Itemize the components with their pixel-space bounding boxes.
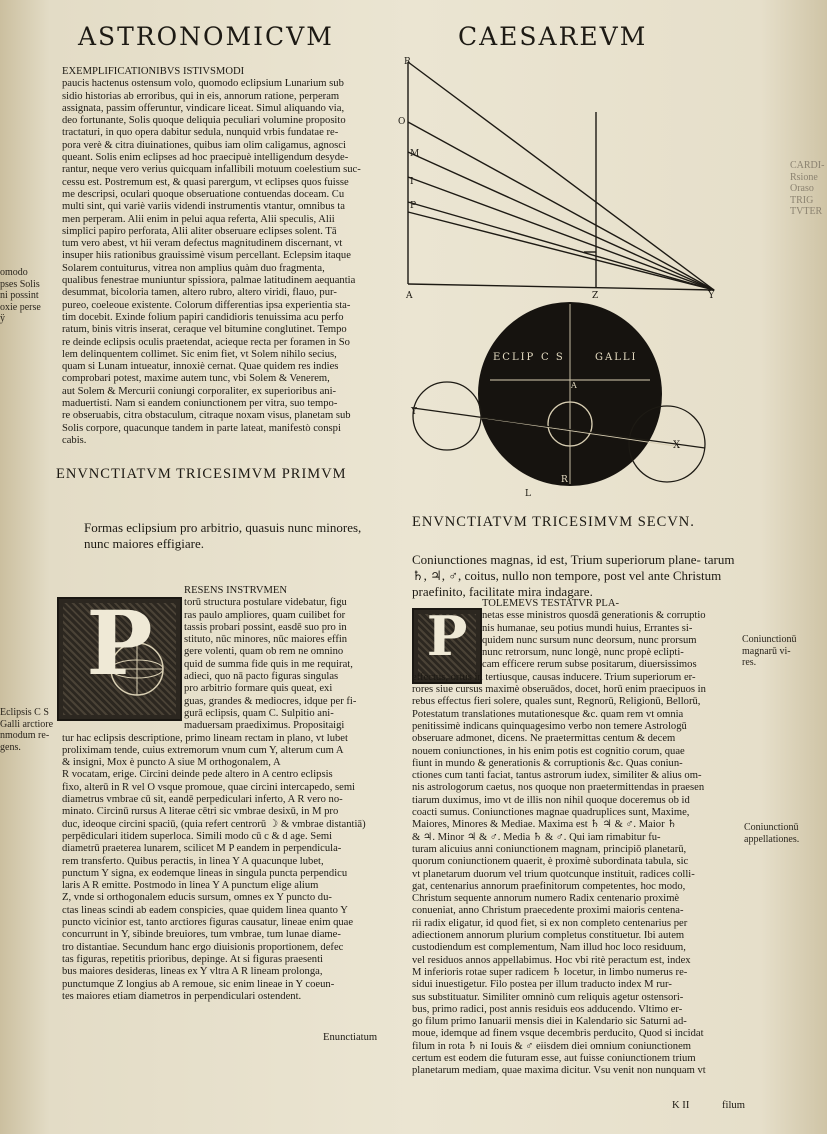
- text-line: nmodum re-: [0, 730, 50, 741]
- text-line: quid de summa fide quis in me requirat,: [184, 658, 353, 670]
- text-line: TOLEMEVS TESTATVR PLA-: [482, 598, 620, 609]
- text-line: & insigni, Mox è puncto A siue M orthogonalem, A: [62, 757, 281, 769]
- text-line: cessu est. Postremum est, & quasi parergum, vt eclipses quos fuisse: [62, 176, 349, 188]
- text-line: RESENS INSTRVMEN: [184, 585, 288, 596]
- text-line: duc, ideoque circini spaciū, (quia refert centrorū ☽ & vmbrae distantiā): [62, 818, 366, 830]
- label-o: O: [398, 117, 406, 127]
- text-line: queant. Solis enim eclipses ad hoc praecipuè intelligendum desyde-: [62, 152, 349, 164]
- label-r: R: [404, 57, 411, 67]
- text-line: ctas lineas scindi ab eadem conspicies, quae quidem linea quanto Y: [62, 904, 348, 916]
- text-line: adieci, quo nā pacto figuras singulas: [184, 671, 339, 683]
- text-line: assignata, passim offeruntur, vindicare liceat. Simul aliquando via,: [62, 102, 345, 114]
- text-line: quorum coniunctionem quaerit, è proximè subordinata tabula, sic: [412, 856, 689, 868]
- text-line: multi sint, qui variè variis videndi instrumentis vtantur, omnibus ta: [62, 201, 345, 213]
- text-line: desummat, bicoloria tamen, altero rubro, altero viridi, flauo, pur-: [62, 287, 337, 299]
- text-line: custodiendum est complementum, Nam illud hoc loco residuum,: [412, 942, 686, 954]
- left-running-title: ASTRONOMICVM: [78, 22, 334, 51]
- label-r-disc: R: [561, 475, 568, 485]
- text-line: Oraso: [790, 183, 814, 194]
- text-line: puncto vicinior est, tanto arctiores figuras causatur, lineae enim quae: [62, 917, 354, 929]
- text-line: ni possint: [0, 290, 39, 301]
- text-line: Eclipsis C S: [0, 707, 49, 718]
- text-line: sidui inuestigetur. Filo postea per illum traducto index M rur-: [412, 979, 672, 991]
- text-line: res.: [742, 657, 757, 668]
- text-line: maduersam praediximus. Propositaigi: [184, 720, 345, 732]
- right-margin-note-1: [742, 634, 822, 669]
- text-line: Christum sequente annorum numero Radix centenario proximè: [412, 893, 680, 905]
- eclipse-construction-diagram: [400, 52, 730, 302]
- right-margin-note-2: [744, 822, 826, 845]
- text-line: tim docebit. Exinde folium papiri candidioris tenuissima acu perfo: [62, 311, 344, 323]
- text-line: diametrus vmbrae cū sit, eandē perpediculari inferto, A R vero no-: [62, 794, 343, 806]
- text-line: tur hac eclipsis descriptione, primo lineam rectam in plano, vt lubet: [62, 732, 348, 744]
- text-line: netas esse ministros quosdā generationis & corruptio: [482, 610, 706, 622]
- initial-letter-right: P: [426, 604, 468, 668]
- right-catchword: filum: [722, 1100, 745, 1111]
- text-line: me descripsi, oculari quoque obseruatione contuendas doceam. Cu: [62, 188, 345, 200]
- text-line: gat, centenarius annorum praefinitorum competentes, hoc modo,: [412, 880, 686, 892]
- text-line: quidem nunc sursum nunc deorsum, nunc prorsum: [482, 634, 697, 646]
- text-line: coacti sumus. Coniunctiones magnae quadruplices sunt, Maxime,: [412, 807, 690, 819]
- text-line: TRIG: [790, 194, 814, 206]
- text-line: simplici papiro perforata, Alii aliter obseruare eclipses solent. Tā: [62, 225, 337, 237]
- text-line: perpēdiculari itidem superloca. Simili modo cū c & d age. Semi: [62, 830, 333, 842]
- text-line: go filum primo Ianuarii mensis diei in Kalendario sic Saturni ad-: [412, 1016, 687, 1028]
- text-line: diametrū praeterea lunarem, scilicet M P eandem in perpendicula-: [62, 843, 342, 855]
- text-line: appellationes.: [744, 833, 800, 845]
- text-line: nis astrologorum caetus, nos quoque non praetermittendas in praesen: [412, 782, 705, 794]
- text-line: nunc retrorsum, nunc longè, nunc propè eclipti-: [482, 647, 684, 659]
- text-line: TVTER: [790, 206, 823, 217]
- text-line: adiectionem annorum plurium completus constituetur. Ibi autem: [412, 930, 685, 942]
- disc-label-mid: C S: [541, 352, 565, 363]
- text-line: Coniunctionū: [744, 822, 799, 833]
- text-line: EXEMPLIFICATIONIBVS ISTIVSMODI: [62, 66, 245, 77]
- text-line: deo fortunante, Solis quoque deliquia peculiari volumine proposito: [62, 115, 346, 127]
- text-line: lem delinquentem collimet. Sic enim fiet, vt Solem nihilo secius,: [62, 348, 337, 360]
- lead-enunciatum-31: Formas eclipsium pro arbitrio, quasuis nunc minores, nunc maiores effigiare.: [84, 520, 362, 551]
- text-line: guas, grandes & mediocres, idque per fi-: [184, 695, 357, 707]
- text-line: ratum, binis vitris inserat, ceraque vel bitumine conglutinet. Tempo: [62, 324, 347, 336]
- text-line: minato. Circinū rursus A literae cētri sic vmbrae desixū, in M pro: [62, 806, 339, 818]
- text-line: cam efficere rerum subse positarum, diuersissimos: [482, 659, 697, 671]
- text-line: concurrunt in Y, sibinde breuiores, tum vmbrae, tum lunae diame-: [62, 929, 341, 941]
- text-line: tro distantiae. Secundum hanc ergo diuisionis proportionem, defec: [62, 941, 344, 953]
- right-column-body: [412, 598, 740, 1078]
- text-line: filum in rota ♄ ni Iouis & ♂ eiisdem diei omnium coniunctionem: [412, 1040, 692, 1052]
- lead-enunciatum-32: Coniunctiones magnas, id est, Trium superiorum plane- tarum ♄, ♃, ♂, coitus, nullo non tempore, post vel ante Christum praefinito, facilitate mira indagare.: [412, 552, 735, 599]
- text-line: turam alicuius anni coniunctionem magnam, principiō planetarū,: [412, 843, 687, 855]
- left-column-body: [62, 585, 392, 1003]
- text-line: oxie perse: [0, 301, 41, 313]
- right-running-title: CAESAREVM: [458, 22, 648, 51]
- text-line: certum est eodem die futuram esse, aut fuisse coniunctionem trium: [412, 1052, 696, 1064]
- heading-enunciatum-31: ENVNCTIATVM TRICESIMVM PRIMVM: [56, 466, 347, 482]
- text-line: planetarum mediam, quae maxima dicitur. Vsu venit non nunquam vt: [412, 1065, 706, 1077]
- text-line: ras paulo ampliores, quam cuilibet for: [184, 609, 346, 621]
- text-line: ÿ: [0, 313, 5, 324]
- text-line: penitissimè indicans quinquagesimo verbo non temere Astrologū: [412, 720, 687, 732]
- text-line: gurā eclipsis, quam C. Sulpitio ani-: [184, 707, 334, 719]
- text-line: proliximam tende, cuius extremorum vnum cum Y, alterum cum A: [62, 744, 344, 756]
- text-line: obseruare admonet, dicens. Ne praetermittas centum & decem: [412, 733, 676, 745]
- text-line: punctum Y signa, ex eodemque lineas in singula puncta perpendicu: [62, 867, 348, 879]
- label-a: A: [406, 291, 413, 301]
- left-margin-note-mid: [0, 707, 56, 753]
- text-line: pureo, coeleoue existente. Colorum differentias ipsa experientia sta-: [62, 299, 351, 311]
- edge-fragments: [790, 160, 826, 218]
- text-line: nis humanae, seu potius mundi huius, Errantes si-: [482, 622, 693, 634]
- label-l: L: [525, 489, 531, 499]
- text-line: rantur, neque vero verius quicquam infallibili motuum coelestium suc-: [62, 164, 361, 176]
- text-line: re obseruabis, citra obstaculum, citraque noxam visus, planetam sub: [62, 410, 351, 422]
- text-line: Solarem contuiturus, vitrea non amplius quàm duo fragmenta,: [62, 262, 325, 274]
- text-line: Z, vnde si orthogonalem educis sursum, omnes ex Y puncto du-: [62, 892, 332, 904]
- text-line: tum vero abest, vt hii veram defectus magnitudinem discernant, vt: [62, 238, 343, 250]
- text-line: R vocatam, erige. Circini deinde pede altero in A centro eclipsis: [62, 769, 333, 781]
- text-line: rores siue cursus maximè obseruādos, docet, horū enim praecipuos in: [412, 684, 706, 696]
- label-m: M: [410, 149, 420, 159]
- text-line: conueniat, anno Christum praecedente proximi maioris centena-: [412, 905, 684, 917]
- text-line: omodo: [0, 267, 28, 278]
- text-line: stituto, nūc minores, nūc maiores effin: [184, 634, 348, 646]
- text-line: M inferioris rotae super radicem ♄ locetur, in limbo numerus re-: [412, 966, 688, 978]
- text-line: & ♃. Minor ♃ & ♂. Media ♄ & ♂. Qui iam rimabitur fu-: [412, 831, 661, 843]
- text-line: Galli arctiore: [0, 718, 54, 730]
- text-line: rem transferto. Quibus peractis, in linea Y A quacunque lubet,: [62, 855, 324, 867]
- text-line: tassis probari possint, easdē suo pro in: [184, 621, 347, 633]
- text-line: maduertisti. Nam si eandem coniunctionem per vitra, suo tempo-: [62, 398, 338, 410]
- text-line: men perperam. Alii enim in pelui aqua referta, Alii speculis, Alii: [62, 213, 335, 225]
- label-x: X: [673, 440, 681, 451]
- text-line: paucis hactenus ostensum volo, quomodo eclipsium Lunarium sub: [62, 78, 344, 90]
- disc-label-left: ECLIP: [493, 352, 536, 363]
- text-line: Coniunctionū: [742, 634, 797, 645]
- signature-mark: K II: [672, 1100, 690, 1111]
- initial-letter: P: [86, 591, 153, 695]
- text-line: vel residuos annos appellabimus. Hoc vbi ritè peractum est, index: [412, 954, 691, 966]
- disc-label-right: GALLI: [595, 352, 638, 363]
- text-line: rebus effectus fieri solere, quales sunt, Regnorū, Religionū, Bellorū,: [412, 696, 701, 708]
- text-line: Solis corpore, quacunque tandem in parte lateat, manifestò conspi: [62, 422, 341, 434]
- text-line: re deinde eclipsis oculis praetendat, acieque recta per foramen in So: [62, 336, 350, 348]
- text-line: cabis.: [62, 434, 87, 446]
- label-p: P: [410, 201, 417, 211]
- text-line: insuper hiis rationibus grauissimè visum percellant. Eclepsim itaque: [62, 250, 351, 262]
- text-line: bus, primo radici, post annis residuis eos adducendo. Vltimo er-: [412, 1003, 683, 1015]
- eclipse-disc-diagram: [405, 296, 715, 500]
- text-line: tractaturi, in quo opera dabitur sedula, nunquid vrbis fundatae re-: [62, 127, 339, 139]
- text-line: rii radix eligatur, id quod fiet, si ex non completo centenarius per: [412, 917, 688, 929]
- label-a-disc: A: [571, 381, 577, 390]
- text-line: CARDI-: [790, 160, 825, 171]
- text-line: tas figuras, repetitis prioribus, depinge. At si figuras praesenti: [62, 953, 323, 965]
- text-line: tes maiores etiam diametros in perpendiculari ostendent.: [62, 990, 302, 1002]
- left-margin-note-top: [0, 267, 56, 325]
- text-line: bus maiores desideras, lineas ex Y vltra A R lineam prolonga,: [62, 966, 323, 978]
- text-line: pses Solis: [0, 278, 40, 290]
- text-line: fixo, alterū in R vel O vsque promoue, quae circini intercapedo, semi: [62, 781, 356, 793]
- text-line: pora verè & citra diuinationes, quibus iam olim caligamus, agnosci: [62, 139, 346, 151]
- text-line: magnarū vi-: [742, 645, 791, 657]
- text-line: sidio historias ab erroribus, qui in eis, annorum ratione, perperam: [62, 90, 340, 102]
- text-line: quam si Lunam intueatur, innoxiè cernat. Quae quidem res indies: [62, 361, 339, 373]
- text-line: vt planetarum duorum vel trium quotcunque instituit, radices colli-: [412, 868, 695, 880]
- text-line: tiarum duximus, imo vt de illis non nihil quoque doceremus ob id: [412, 794, 690, 806]
- label-i: I: [410, 177, 414, 187]
- label-z: Z: [592, 291, 599, 301]
- text-line: gens.: [0, 741, 21, 753]
- text-line: laris A R emitte. Postmodo in linea Y A punctum elige alium: [62, 880, 319, 892]
- text-line: moue, idemque ad finem vsque decembris perducito, Quod si incidat: [412, 1028, 704, 1040]
- text-line: comprobari potest, maxime autem tunc, vbi Solem & Venerem,: [62, 373, 330, 385]
- text-line: Rsione: [790, 171, 818, 183]
- text-line: qualibus fenestrae muniuntur spissiora, palmae latitudinem aequantia: [62, 275, 356, 287]
- text-line: punctumque Z longius ab A remoue, sic enim lineae in Y coeun-: [62, 978, 335, 990]
- text-line: nouem coniunctiones, in his enim potis est cognitio corum, quae: [412, 745, 685, 757]
- heading-enunciatum-32: ENVNCTIATVM TRICESIMVM SECVN.: [412, 514, 695, 530]
- text-line: fiunt in mundo & generationis & corruptionis &c. Quas coniun-: [412, 757, 683, 769]
- text-line: effectus, ortus in tertiusque, causas inducere. Trium superiorum er-: [412, 671, 696, 683]
- label-y: Y: [708, 290, 715, 301]
- text-line: ctiones cum tanti faciat, tantus astrorum iudex, similiter & alius om-: [412, 770, 702, 782]
- text-line: Maiores, Minores & Mediae. Maxima est ♄ ♃ & ♂. Maior ♄: [412, 819, 677, 831]
- text-line: Potestatum translationes mutationesque &c. quam rem vt omnia: [412, 708, 684, 720]
- text-line: aut Solem & Mercurii coniungi corporaliter, ex superioribus ani-: [62, 385, 337, 397]
- left-column-text: [62, 66, 382, 447]
- label-y-disc: Y: [411, 407, 417, 417]
- text-line: pro arbitrio formare quis queat, exi: [184, 683, 333, 695]
- left-catchword: Enunctiatum: [323, 1032, 378, 1043]
- text-line: sus substituatur. Similiter omninò cum reliquis agetur ostensori-: [412, 991, 684, 1003]
- text-line: torū structura postulare videbatur, figu: [184, 597, 347, 609]
- text-line: gere volenti, quam ob rem ne omnino: [184, 646, 344, 658]
